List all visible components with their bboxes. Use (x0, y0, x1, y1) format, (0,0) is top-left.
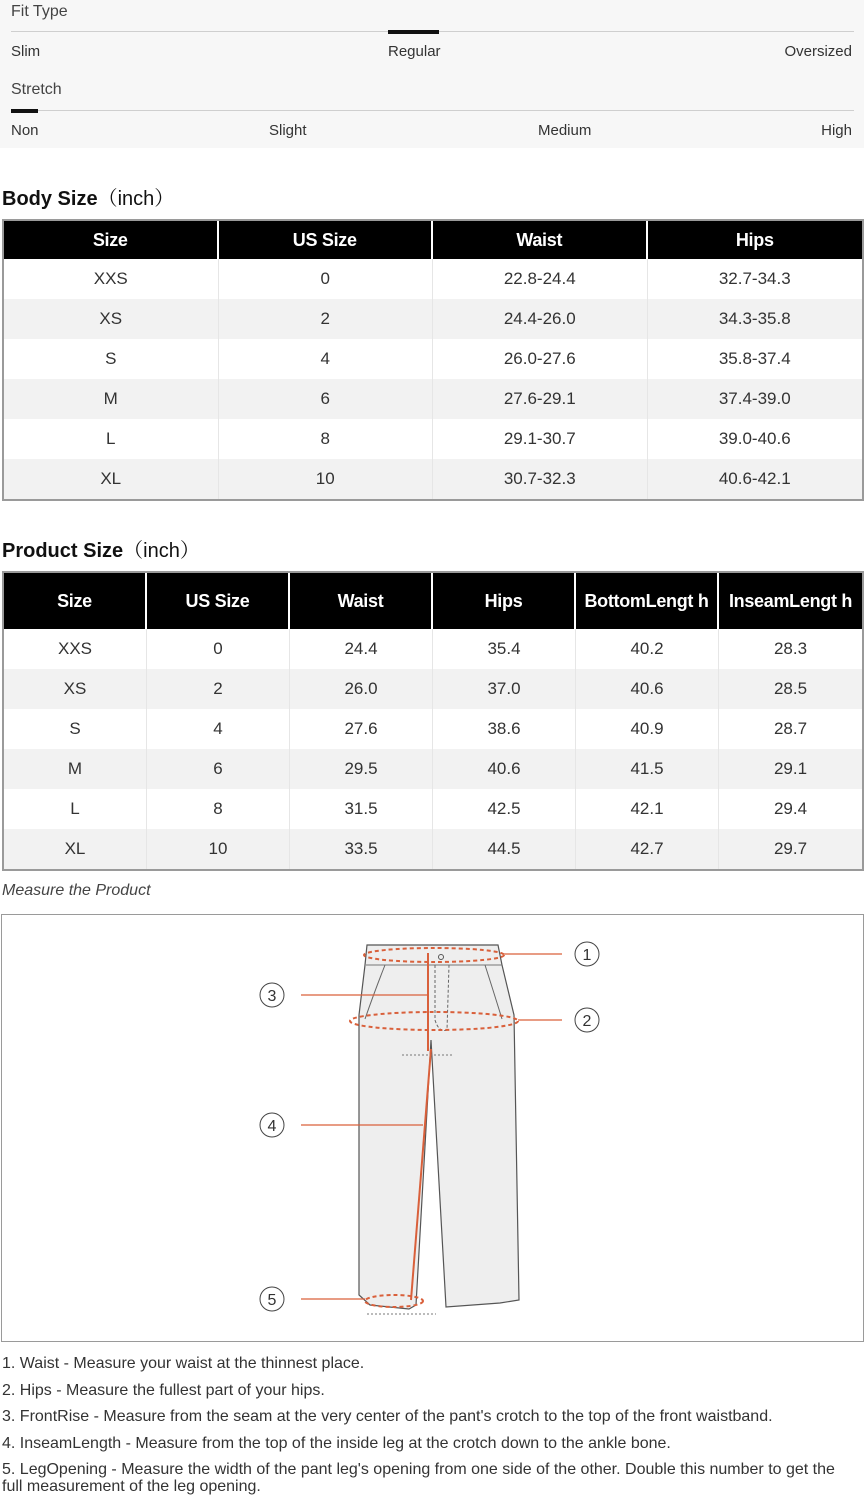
table-row (4, 299, 862, 339)
column-header: Size (4, 573, 147, 629)
column-header: InseamLengt h (719, 573, 862, 629)
table-cell: XL (4, 459, 219, 499)
table-cell: 44.5 (433, 829, 576, 869)
table-cell: 4 (219, 339, 434, 379)
table-row (4, 259, 862, 299)
stretch-title: Stretch (11, 81, 62, 98)
table-cell: 28.3 (773, 639, 808, 658)
marker-4-label: 4 (267, 1118, 277, 1135)
table-cell: 40.6-42.1 (648, 459, 863, 499)
pants-outline (359, 945, 519, 1309)
table-cell: 42.7 (576, 829, 719, 869)
fit-option-oversized: Oversized (784, 43, 852, 60)
table-cell: S (4, 339, 219, 379)
table-cell: 41.5 (576, 749, 719, 789)
table-cell: 27.6-29.1 (433, 379, 648, 419)
stretch-track (11, 110, 854, 111)
column-header: Size (4, 221, 219, 259)
note-leg-opening: 5. LegOpening - Measure the width of the pant leg's opening from one side of the other. Double this number to get the full measurement of the leg opening. (2, 1461, 835, 1495)
table-cell: 8 (219, 419, 434, 459)
table-cell: M (4, 749, 147, 789)
fit-type-marker (388, 30, 439, 34)
table-cell: 2 (219, 299, 434, 339)
column-header: Waist (433, 221, 648, 259)
table-cell: L (4, 789, 147, 829)
stretch-option-high: High (821, 122, 852, 139)
product-size-unit: （inch） (123, 540, 200, 562)
table-row (4, 829, 862, 869)
table-cell: 38.6 (433, 709, 576, 749)
table-cell: 29.4 (773, 799, 808, 818)
table-cell: 35.4 (433, 629, 576, 669)
table-cell: 29.1-30.7 (433, 419, 648, 459)
table-cell: 31.5 (290, 789, 433, 829)
table-cell: XL (4, 829, 147, 869)
table-cell: 4 (147, 709, 290, 749)
marker-4 (260, 1113, 284, 1137)
table-row (4, 629, 862, 669)
table-cell: 22.8-24.4 (433, 259, 648, 299)
column-header: US Size (147, 573, 290, 629)
table-row (4, 419, 862, 459)
product-size-heading (2, 534, 200, 563)
fit-option-regular: Regular (388, 43, 441, 60)
table-cell: XXS (4, 259, 219, 299)
note-waist: 1. Waist - Measure your waist at the thinnest place. (2, 1355, 365, 1372)
stretch-option-medium: Medium (538, 122, 592, 139)
table-header-row (4, 221, 862, 259)
column-header: Hips (433, 573, 576, 629)
table-cell: 26.0 (290, 669, 433, 709)
table-cell: XS (4, 669, 147, 709)
column-header: Hips (648, 221, 863, 259)
marker-2-label: 2 (582, 1013, 592, 1030)
table-cell: 42.1 (576, 789, 719, 829)
column-header: US Size (219, 221, 434, 259)
table-row (4, 749, 862, 789)
table-cell: L (4, 419, 219, 459)
marker-3-label: 3 (267, 988, 277, 1005)
table-cell: 40.6 (433, 749, 576, 789)
table-cell: 8 (147, 789, 290, 829)
measure-caption: Measure the Product (2, 882, 151, 899)
product-size-title: Product Size (2, 540, 124, 562)
table-cell: 40.9 (576, 709, 719, 749)
table-cell: 42.5 (433, 789, 576, 829)
note-inseam-length: 4. InseamLength - Measure from the top of the inside leg at the crotch down to the ankle bone. (2, 1434, 671, 1452)
body-size-title: Body Size (2, 188, 98, 210)
pants-illustration (2, 915, 863, 1341)
measurement-notes (2, 1355, 852, 1505)
table-row (4, 339, 862, 379)
table-cell: 35.8-37.4 (718, 349, 791, 368)
table-cell: 6 (219, 379, 434, 419)
marker-5 (260, 1287, 284, 1311)
marker-1-label: 1 (582, 947, 592, 964)
table-cell: 34.3-35.8 (648, 299, 863, 339)
table-cell: 24.4-26.0 (433, 299, 648, 339)
body-size-table (2, 219, 864, 501)
table-cell: XXS (4, 629, 147, 669)
table-cell: 37.0 (433, 669, 576, 709)
table-header-row (4, 573, 862, 629)
body-size-unit: （inch） (97, 188, 175, 210)
marker-5-label: 5 (267, 1292, 277, 1309)
marker-1 (575, 942, 599, 966)
table-cell: 26.0-27.6 (433, 339, 648, 379)
table-row (4, 669, 862, 709)
table-cell: 33.5 (290, 829, 433, 869)
table-cell: XS (4, 299, 219, 339)
column-header: BottomLengt h (576, 573, 719, 629)
table-row (4, 709, 862, 749)
table-cell: 29.1 (719, 749, 862, 789)
table-cell: 10 (219, 459, 434, 499)
table-cell: 2 (147, 669, 290, 709)
fit-option-slim: Slim (11, 43, 41, 60)
table-row (4, 789, 862, 829)
measure-diagram (1, 914, 864, 1342)
table-cell: 32.7-34.3 (718, 269, 791, 288)
fit-type-title: Fit Type (11, 3, 68, 20)
body-size-heading (2, 182, 174, 211)
table-cell: 10 (147, 829, 290, 869)
table-cell: 37.4-39.0 (648, 379, 863, 419)
note-hips: 2. Hips - Measure the fullest part of your hips. (2, 1381, 325, 1399)
table-cell: 40.6 (576, 669, 719, 709)
table-cell: 40.2 (576, 629, 719, 669)
stretch-option-non: Non (11, 122, 39, 139)
table-cell: 24.4 (290, 629, 433, 669)
marker-2 (575, 1008, 599, 1032)
table-cell: 39.0-40.6 (718, 429, 791, 448)
table-cell: 29.7 (719, 829, 862, 869)
column-header: Waist (290, 573, 433, 629)
stretch-option-slight: Slight (269, 122, 307, 139)
table-cell: 28.7 (773, 719, 808, 738)
table-cell: 6 (147, 749, 290, 789)
table-cell: 30.7-32.3 (433, 459, 648, 499)
table-cell: 27.6 (290, 709, 433, 749)
table-cell: 29.5 (290, 749, 433, 789)
table-row (4, 379, 862, 419)
table-cell: M (4, 379, 219, 419)
table-cell: S (4, 709, 147, 749)
table-row (4, 459, 862, 499)
table-cell: 0 (147, 629, 290, 669)
stretch-marker (11, 109, 38, 113)
fit-stretch-panel (0, 0, 864, 148)
table-cell: 28.5 (719, 669, 862, 709)
note-front-rise: 3. FrontRise - Measure from the seam at the very center of the pant's crotch to the top of the front waistband. (2, 1408, 773, 1425)
table-cell: 0 (219, 259, 434, 299)
marker-3 (260, 983, 284, 1007)
product-size-table (2, 571, 864, 871)
